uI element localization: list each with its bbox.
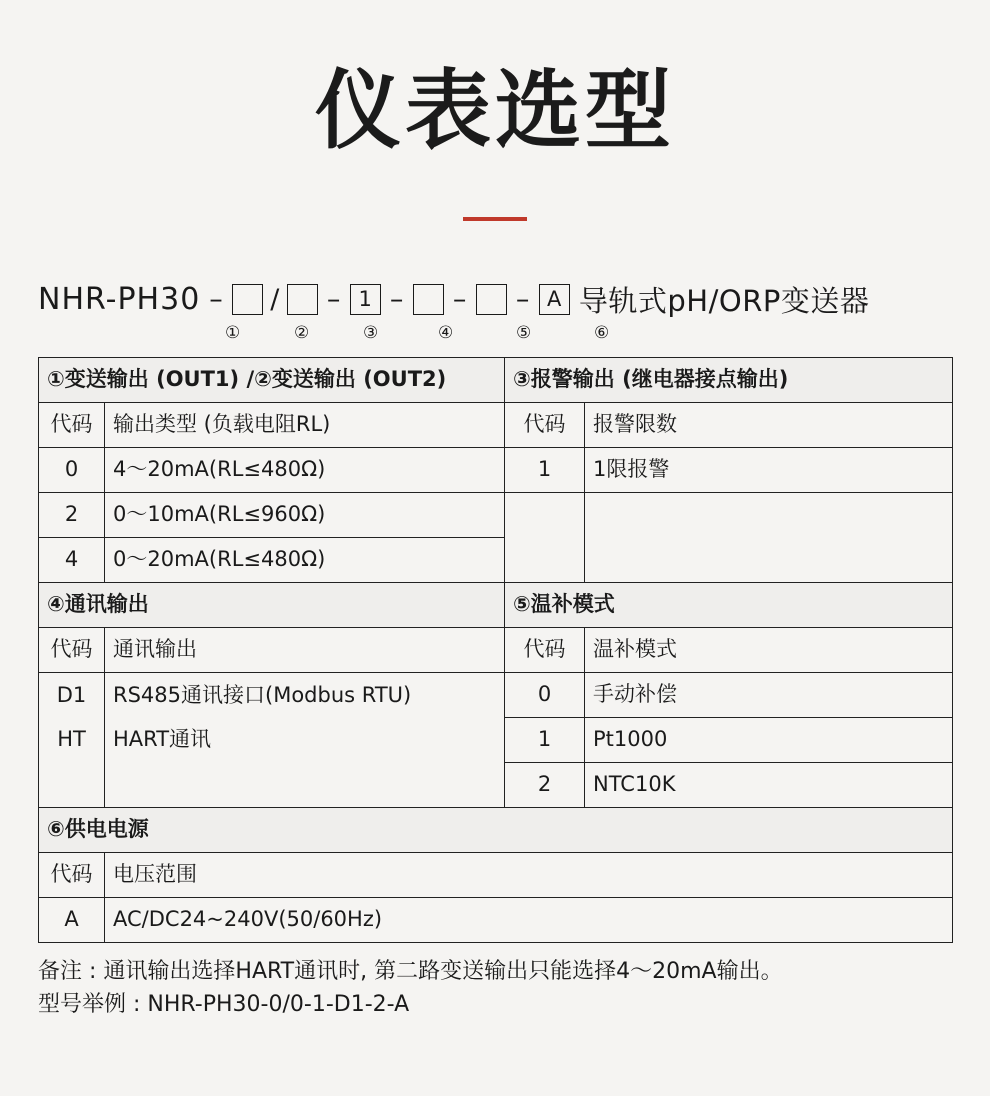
model-dash-4: – — [452, 283, 467, 315]
block2-right-mode-header: 温补模式 — [585, 627, 953, 672]
block2-left-code-header: 代码 — [39, 627, 105, 672]
title-divider — [463, 217, 527, 221]
table-row — [39, 897, 953, 942]
block1-left-type-header: 输出类型 (负载电阻RL) — [105, 402, 505, 447]
block1-right-spacer-c — [505, 537, 585, 582]
block1-left-code-0: 0 — [39, 447, 105, 492]
block3-text-0: AC/DC24~240V(50/60Hz) — [105, 897, 953, 942]
block3-code-header: 代码 — [39, 852, 105, 897]
block1-right-limit-header: 报警限数 — [585, 402, 953, 447]
marker-6: ⑥ — [594, 322, 610, 342]
model-slash: / — [270, 283, 280, 315]
marker-3: ③ — [363, 322, 379, 342]
model-dash-1: – — [209, 283, 224, 315]
marker-2: ② — [294, 322, 310, 342]
block2-right-text-1: Pt1000 — [585, 717, 953, 762]
block2-right-text-0: 手动补偿 — [585, 672, 953, 717]
model-code-line — [38, 279, 990, 320]
table-row — [39, 447, 953, 492]
notes-block — [38, 955, 952, 1021]
marker-4: ④ — [438, 322, 454, 342]
block2-left-code-0: D1 — [39, 672, 105, 717]
block2-right-code-0: 0 — [505, 672, 585, 717]
table-row — [39, 717, 953, 762]
model-dash-2: – — [326, 283, 341, 315]
block1-right-spacer-a — [505, 492, 585, 537]
table-row — [39, 852, 953, 897]
block1-left-text-2: 0～20mA(RL≤480Ω) — [105, 537, 505, 582]
block3-header: ⑥供电电源 — [39, 807, 953, 852]
table-row — [39, 762, 953, 807]
page-title: 仪表选型 — [315, 61, 675, 161]
table-row — [39, 672, 953, 717]
block2-left-spacer-a — [39, 762, 105, 807]
model-slot-1[interactable] — [232, 284, 263, 315]
block2-left-code-1: HT — [39, 717, 105, 762]
table-row — [39, 627, 953, 672]
block3-range-header: 电压范围 — [105, 852, 953, 897]
model-slot-6[interactable]: A — [539, 284, 570, 315]
block1-left-code-1: 2 — [39, 492, 105, 537]
block1-right-spacer-d — [585, 537, 953, 582]
model-dash-5: – — [515, 283, 530, 315]
block2-right-text-2: NTC10K — [585, 762, 953, 807]
table-row — [39, 402, 953, 447]
note-remark: 备注 : 通讯输出选择HART通讯时, 第二路变送输出只能选择4～20mA输出。 — [38, 958, 783, 984]
block2-right-code-2: 2 — [505, 762, 585, 807]
model-dash-3: – — [389, 283, 404, 315]
block2-left-spacer-b — [105, 762, 505, 807]
block1-left-text-1: 0～10mA(RL≤960Ω) — [105, 492, 505, 537]
block1-right-code-0: 1 — [505, 447, 585, 492]
block1-right-text-0: 1限报警 — [585, 447, 953, 492]
note-example: 型号举例 : NHR-PH30-0/0-1-D1-2-A — [38, 991, 410, 1017]
block2-right-header: ⑤温补模式 — [505, 582, 953, 627]
block1-right-spacer-b — [585, 492, 953, 537]
model-base: NHR-PH30 — [38, 281, 201, 317]
selection-spec-table — [38, 357, 953, 943]
table-row — [39, 537, 953, 582]
block2-left-header: ④通讯输出 — [39, 582, 505, 627]
table-row — [39, 357, 953, 402]
marker-5: ⑤ — [516, 322, 532, 342]
block2-right-code-header: 代码 — [505, 627, 585, 672]
model-marker-row — [38, 323, 990, 349]
model-slot-5[interactable] — [476, 284, 507, 315]
table-row — [39, 582, 953, 627]
block1-left-code-header: 代码 — [39, 402, 105, 447]
block2-right-code-1: 1 — [505, 717, 585, 762]
block2-left-text-1: HART通讯 — [105, 717, 505, 762]
table-row — [39, 492, 953, 537]
block1-left-code-2: 4 — [39, 537, 105, 582]
block2-left-comm-header: 通讯输出 — [105, 627, 505, 672]
block1-left-text-0: 4～20mA(RL≤480Ω) — [105, 447, 505, 492]
block1-left-header: ①变送输出 (OUT1) /②变送输出 (OUT2) — [39, 357, 505, 402]
model-description: 导轨式pH/ORP变送器 — [578, 283, 870, 318]
block1-right-code-header: 代码 — [505, 402, 585, 447]
block2-left-text-0: RS485通讯接口(Modbus RTU) — [105, 672, 505, 717]
block3-code-0: A — [39, 897, 105, 942]
marker-1: ① — [225, 322, 241, 342]
block1-right-header: ③报警输出 (继电器接点输出) — [505, 357, 953, 402]
model-slot-3[interactable]: 1 — [350, 284, 381, 315]
table-row — [39, 807, 953, 852]
model-slot-2[interactable] — [287, 284, 318, 315]
model-slot-4[interactable] — [413, 284, 444, 315]
